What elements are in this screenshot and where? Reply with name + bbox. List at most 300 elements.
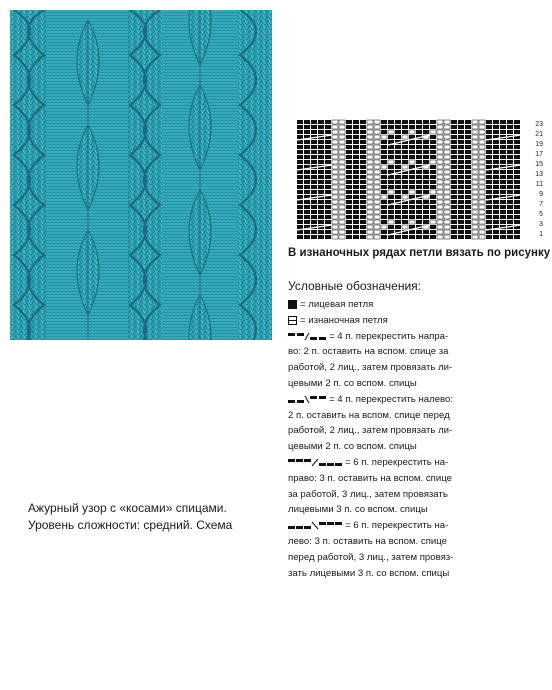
fabric-texture xyxy=(10,10,272,340)
chart-cell xyxy=(493,125,499,129)
chart-cell xyxy=(416,145,422,149)
chart-cell xyxy=(430,230,436,234)
chart-cell xyxy=(416,215,422,219)
chart-cell xyxy=(451,145,457,149)
chart-cell xyxy=(332,130,338,134)
chart-cell xyxy=(500,210,506,214)
chart-cell xyxy=(409,120,415,124)
chart-cell xyxy=(304,200,310,204)
chart-cell xyxy=(381,225,387,229)
chart-cell xyxy=(318,190,324,194)
chart-cell xyxy=(500,235,506,239)
chart-cell xyxy=(367,200,373,204)
chart-cell xyxy=(409,140,415,144)
chart-cell xyxy=(479,155,485,159)
chart-cell xyxy=(479,130,485,134)
chart-cell xyxy=(479,170,485,174)
chart-cell xyxy=(381,200,387,204)
chart-cell xyxy=(374,135,380,139)
chart-cell xyxy=(514,160,520,164)
chart-cell xyxy=(437,125,443,129)
chart-cell xyxy=(451,160,457,164)
chart-cell xyxy=(486,235,492,239)
chart-cell xyxy=(381,215,387,219)
chart-cell xyxy=(388,165,394,169)
chart-cell xyxy=(409,145,415,149)
chart-cell xyxy=(437,165,443,169)
chart-cell xyxy=(311,155,317,159)
chart-cell xyxy=(430,215,436,219)
chart-cell xyxy=(430,175,436,179)
chart-cell xyxy=(514,185,520,189)
chart-cell xyxy=(297,130,303,134)
chart-cell xyxy=(388,180,394,184)
chart-cell xyxy=(388,210,394,214)
chart-cell xyxy=(395,180,401,184)
chart-cell xyxy=(416,150,422,154)
chart-cell xyxy=(374,155,380,159)
chart-cell xyxy=(374,160,380,164)
chart-cell xyxy=(500,215,506,219)
chart-cell xyxy=(444,135,450,139)
chart-cell xyxy=(423,185,429,189)
chart-cell xyxy=(402,235,408,239)
chart-cell xyxy=(367,155,373,159)
chart-cell xyxy=(360,125,366,129)
legend-text: право: 3 п. оставить на вспом. спице xyxy=(288,472,452,484)
row-number: 13 xyxy=(535,171,543,178)
chart-cell xyxy=(430,195,436,199)
chart-cell xyxy=(437,180,443,184)
chart-cell xyxy=(493,160,499,164)
chart-cell xyxy=(514,140,520,144)
chart-cell xyxy=(423,170,429,174)
chart-cell xyxy=(297,170,303,174)
chart-cell xyxy=(472,140,478,144)
chart-cell xyxy=(367,125,373,129)
chart-cell xyxy=(437,150,443,154)
chart-cell xyxy=(507,130,513,134)
chart-cell xyxy=(360,200,366,204)
chart-cell xyxy=(444,220,450,224)
chart-cell xyxy=(395,160,401,164)
chart-cell xyxy=(388,220,394,224)
chart-cell xyxy=(402,150,408,154)
chart-cell xyxy=(325,145,331,149)
chart-cell xyxy=(339,160,345,164)
chart-cell xyxy=(353,160,359,164)
chart-cell xyxy=(430,225,436,229)
chart-cell xyxy=(318,180,324,184)
chart-cell xyxy=(318,185,324,189)
chart-cell xyxy=(458,225,464,229)
chart-cell xyxy=(486,180,492,184)
chart-cell xyxy=(479,225,485,229)
chart-cell xyxy=(311,160,317,164)
chart-cell xyxy=(367,165,373,169)
chart-cell xyxy=(458,160,464,164)
chart-cell xyxy=(374,210,380,214)
chart-cell xyxy=(395,155,401,159)
chart-cell xyxy=(472,230,478,234)
chart-cell xyxy=(409,220,415,224)
chart-cell xyxy=(486,145,492,149)
chart-cell xyxy=(514,180,520,184)
chart-cell xyxy=(479,200,485,204)
chart-cell xyxy=(500,125,506,129)
chart-cell xyxy=(451,190,457,194)
legend-title: Условные обозначения: xyxy=(288,279,421,293)
chart-cell xyxy=(297,145,303,149)
chart-cell xyxy=(479,185,485,189)
chart-cell xyxy=(451,125,457,129)
chart-cell xyxy=(507,145,513,149)
chart-cell xyxy=(339,125,345,129)
chart-cell xyxy=(367,235,373,239)
chart-cell xyxy=(332,200,338,204)
chart-cell xyxy=(430,200,436,204)
legend-knit: = лицевая петля xyxy=(288,297,550,313)
chart-cell xyxy=(514,155,520,159)
chart-cell xyxy=(374,185,380,189)
chart-cell xyxy=(500,170,506,174)
chart-cell xyxy=(423,175,429,179)
chart-cell xyxy=(430,160,436,164)
chart-cell xyxy=(465,175,471,179)
chart-cell xyxy=(395,235,401,239)
chart-cell xyxy=(465,130,471,134)
chart-cell xyxy=(465,230,471,234)
chart-cell xyxy=(458,170,464,174)
chart-cell xyxy=(479,165,485,169)
chart-cell xyxy=(297,225,303,229)
chart-cell xyxy=(409,175,415,179)
chart-cell xyxy=(451,140,457,144)
chart-cell xyxy=(318,200,324,204)
chart-note: В изнаночных рядах петли вязать по рисунку xyxy=(288,247,551,259)
chart-cell xyxy=(437,120,443,124)
row-number: 9 xyxy=(539,191,543,198)
chart-cell xyxy=(360,220,366,224)
chart-cell xyxy=(297,205,303,209)
chart-cell xyxy=(346,120,352,124)
chart-cell xyxy=(430,120,436,124)
chart-cell xyxy=(325,130,331,134)
chart-cell xyxy=(346,135,352,139)
chart-cell xyxy=(304,140,310,144)
chart-cell xyxy=(465,225,471,229)
chart-cell xyxy=(318,235,324,239)
chart-cell xyxy=(486,190,492,194)
chart-cell xyxy=(486,210,492,214)
chart-cell xyxy=(381,230,387,234)
chart-cell xyxy=(402,180,408,184)
chart-cell xyxy=(486,135,492,139)
chart-cell xyxy=(423,190,429,194)
chart-cell xyxy=(472,170,478,174)
chart-cell xyxy=(465,120,471,124)
chart-cell xyxy=(479,210,485,214)
chart-cell xyxy=(325,170,331,174)
chart-cell xyxy=(472,155,478,159)
chart-cell xyxy=(423,235,429,239)
chart-cell xyxy=(500,160,506,164)
chart-cell xyxy=(332,210,338,214)
chart-cell xyxy=(360,225,366,229)
chart-cell xyxy=(367,150,373,154)
chart-cell xyxy=(346,140,352,144)
chart-cell xyxy=(451,130,457,134)
chart-cell xyxy=(409,215,415,219)
chart-cell xyxy=(346,195,352,199)
chart-cell xyxy=(430,185,436,189)
chart-cell xyxy=(472,210,478,214)
chart-cell xyxy=(311,230,317,234)
chart-cell xyxy=(458,145,464,149)
legend-text: работой, 2 лиц., затем провязать ли- xyxy=(288,425,453,437)
chart-cell xyxy=(318,130,324,134)
chart-cell xyxy=(500,230,506,234)
chart-cell xyxy=(437,185,443,189)
chart-cell xyxy=(423,180,429,184)
chart-cell xyxy=(451,180,457,184)
chart-cell xyxy=(311,205,317,209)
chart-cell xyxy=(423,205,429,209)
chart-cell xyxy=(332,160,338,164)
chart-cell xyxy=(318,140,324,144)
chart-cell xyxy=(339,120,345,124)
chart-cell xyxy=(514,130,520,134)
chart-cell xyxy=(458,135,464,139)
chart-cell xyxy=(332,120,338,124)
chart-cell xyxy=(507,120,513,124)
chart-cell xyxy=(311,175,317,179)
chart-cell xyxy=(325,160,331,164)
chart-cell xyxy=(360,215,366,219)
chart-cell xyxy=(451,210,457,214)
chart-cell xyxy=(367,210,373,214)
chart-cell xyxy=(325,185,331,189)
chart-cell xyxy=(339,170,345,174)
chart-cell xyxy=(507,140,513,144)
chart-cell xyxy=(381,190,387,194)
chart-cell xyxy=(381,135,387,139)
chart-cell xyxy=(444,160,450,164)
chart-cell xyxy=(472,185,478,189)
chart-cell xyxy=(507,150,513,154)
chart-cell xyxy=(416,130,422,134)
chart-cell xyxy=(367,225,373,229)
legend-purl: = изнаночная петля xyxy=(288,313,550,329)
chart-cell xyxy=(367,180,373,184)
knitting-chart xyxy=(295,118,543,242)
chart-cell xyxy=(381,160,387,164)
chart-cell xyxy=(332,170,338,174)
chart-cell xyxy=(430,220,436,224)
chart-cell xyxy=(311,235,317,239)
chart-cell xyxy=(444,120,450,124)
chart-cell xyxy=(416,220,422,224)
chart-cell xyxy=(346,205,352,209)
chart-cell xyxy=(507,230,513,234)
chart-cell xyxy=(311,170,317,174)
chart-cell xyxy=(367,120,373,124)
chart-cell xyxy=(318,215,324,219)
chart-cell xyxy=(423,215,429,219)
chart-cell xyxy=(353,210,359,214)
chart-cell xyxy=(444,230,450,234)
chart-cell xyxy=(360,235,366,239)
chart-cell xyxy=(444,170,450,174)
chart-cell xyxy=(318,125,324,129)
cable-4-left-icon xyxy=(288,395,326,404)
chart-cell xyxy=(325,150,331,154)
purl-square-icon xyxy=(288,316,297,325)
chart-cell xyxy=(500,190,506,194)
chart-cell xyxy=(430,155,436,159)
chart-cell xyxy=(332,175,338,179)
chart-cell xyxy=(332,145,338,149)
legend-text: работой, 2 лиц., затем провязать ли- xyxy=(288,362,453,374)
row-number: 15 xyxy=(535,161,543,168)
chart-cell xyxy=(304,205,310,209)
chart-cell xyxy=(444,195,450,199)
chart-cell xyxy=(479,175,485,179)
chart-cell xyxy=(500,155,506,159)
chart-cell xyxy=(374,230,380,234)
row-number: 3 xyxy=(539,221,543,228)
chart-cell xyxy=(325,220,331,224)
chart-cell xyxy=(346,125,352,129)
chart-cell xyxy=(304,230,310,234)
chart-cell xyxy=(472,125,478,129)
chart-cell xyxy=(458,200,464,204)
chart-cell xyxy=(444,190,450,194)
chart-cell xyxy=(493,130,499,134)
chart-cell xyxy=(381,130,387,134)
chart-cell xyxy=(353,135,359,139)
chart-cell xyxy=(451,215,457,219)
row-number: 19 xyxy=(535,141,543,148)
legend-text: лицевыми 3 п. со вспом. спицы xyxy=(288,504,428,516)
chart-cell xyxy=(423,220,429,224)
chart-cell xyxy=(472,200,478,204)
chart-cell xyxy=(325,200,331,204)
chart-cell xyxy=(444,130,450,134)
chart-cell xyxy=(297,235,303,239)
chart-cell xyxy=(360,205,366,209)
chart-cell xyxy=(409,170,415,174)
chart-cell xyxy=(297,150,303,154)
chart-cell xyxy=(388,160,394,164)
chart-cell xyxy=(353,200,359,204)
chart-cell xyxy=(479,190,485,194)
chart-cell xyxy=(388,145,394,149)
chart-cell xyxy=(402,155,408,159)
chart-cell xyxy=(416,140,422,144)
chart-cell xyxy=(304,130,310,134)
chart-cell xyxy=(304,210,310,214)
chart-cell xyxy=(479,160,485,164)
chart-cell xyxy=(304,180,310,184)
chart-cell xyxy=(346,155,352,159)
chart-cell xyxy=(493,210,499,214)
chart-cell xyxy=(507,175,513,179)
chart-cell xyxy=(444,200,450,204)
chart-cell xyxy=(402,175,408,179)
chart-cell xyxy=(500,220,506,224)
chart-cell xyxy=(311,180,317,184)
chart-cell xyxy=(479,145,485,149)
chart-cell xyxy=(437,140,443,144)
chart-cell xyxy=(367,195,373,199)
chart-cell xyxy=(514,220,520,224)
chart-cell xyxy=(479,140,485,144)
chart-cell xyxy=(353,180,359,184)
chart-cell xyxy=(514,205,520,209)
chart-cell xyxy=(437,225,443,229)
chart-cell xyxy=(486,170,492,174)
chart-cell xyxy=(318,205,324,209)
chart-cell xyxy=(430,170,436,174)
chart-cell xyxy=(388,175,394,179)
chart-cell xyxy=(346,130,352,134)
chart-cell xyxy=(409,180,415,184)
chart-cell xyxy=(360,210,366,214)
chart-cell xyxy=(297,195,303,199)
chart-cell xyxy=(409,155,415,159)
chart-cell xyxy=(451,135,457,139)
chart-cell xyxy=(353,225,359,229)
chart-cell xyxy=(318,230,324,234)
chart-cell xyxy=(465,145,471,149)
chart-cell xyxy=(451,185,457,189)
chart-cell xyxy=(311,140,317,144)
chart-cell xyxy=(423,130,429,134)
chart-cell xyxy=(395,120,401,124)
chart-cell xyxy=(395,150,401,154)
chart-cell xyxy=(465,195,471,199)
chart-cell xyxy=(402,120,408,124)
chart-cell xyxy=(311,200,317,204)
chart-cell xyxy=(465,165,471,169)
chart-cell xyxy=(444,205,450,209)
chart-cell xyxy=(514,125,520,129)
chart-cell xyxy=(500,145,506,149)
chart-cell xyxy=(423,145,429,149)
chart-cell xyxy=(353,155,359,159)
chart-cell xyxy=(339,165,345,169)
chart-cell xyxy=(493,175,499,179)
chart-cell xyxy=(507,205,513,209)
chart-cell xyxy=(493,205,499,209)
chart-cell xyxy=(360,170,366,174)
chart-cell xyxy=(486,220,492,224)
chart-cell xyxy=(416,200,422,204)
chart-cell xyxy=(444,210,450,214)
chart-cell xyxy=(486,140,492,144)
legend xyxy=(288,297,550,581)
chart-cell xyxy=(346,235,352,239)
chart-cell xyxy=(493,235,499,239)
chart-cell xyxy=(472,205,478,209)
chart-cell xyxy=(353,130,359,134)
chart-cell xyxy=(374,120,380,124)
chart-cell xyxy=(339,140,345,144)
chart-cell xyxy=(416,155,422,159)
chart-cell xyxy=(479,125,485,129)
chart-cell xyxy=(437,175,443,179)
